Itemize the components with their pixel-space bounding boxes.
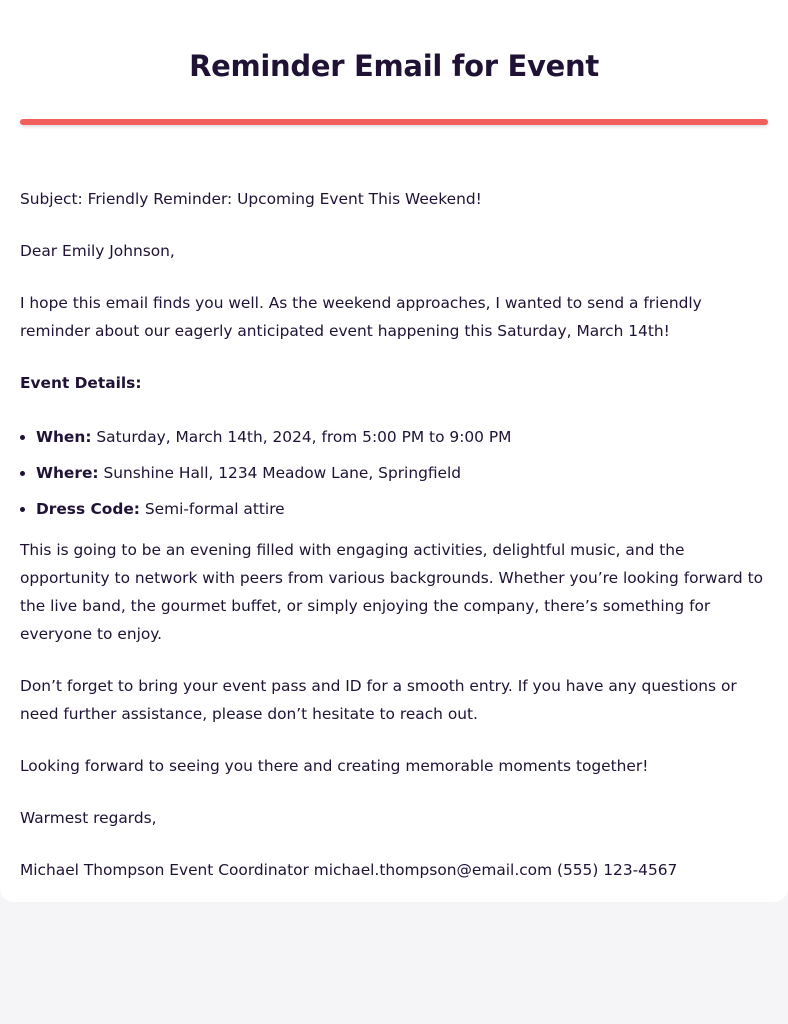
detail-dress-code (36, 495, 768, 523)
closing-line: Looking forward to seeing you there and creating memorable moments together! (20, 757, 649, 775)
detail-where (36, 459, 768, 487)
detail-dress-code-value: Semi-formal attire (144, 500, 285, 518)
accent-divider (20, 119, 768, 125)
detail-when-label: When: (36, 428, 92, 446)
email-subject: Subject: Friendly Reminder: Upcoming Event This Weekend! (20, 190, 482, 208)
event-details-list (20, 423, 768, 523)
detail-where-label: Where: (36, 464, 99, 482)
email-body (20, 185, 768, 884)
email-intro: I hope this email finds you well. As the weekend approaches, I wanted to send a friendly reminder about our eagerly anticipated event happening this Saturday, March 14th! (20, 294, 702, 340)
detail-dress-code-label: Dress Code: (36, 500, 140, 518)
paragraph-reminder: Don’t forget to bring your event pass and ID for a smooth entry. If you have any questions or need further assistance, please don’t hesitate to reach out. (20, 677, 737, 723)
paragraph-activities: This is going to be an evening filled with engaging activities, delightful music, and the opportunity to network with peers from various backgrounds. Whether you’re looking forward to the live band, the gourmet buffet, or simply enjoying the company, there’s something for everyone to enjoy. (20, 541, 764, 643)
detail-where-value: Sunshine Hall, 1234 Meadow Lane, Springfield (103, 464, 462, 482)
signature: Michael Thompson Event Coordinator michael.thompson@email.com (555) 123-4567 (20, 861, 678, 879)
detail-when-value: Saturday, March 14th, 2024, from 5:00 PM to 9:00 PM (96, 428, 512, 446)
detail-when (36, 423, 768, 451)
details-heading: Event Details: (20, 374, 142, 392)
email-greeting: Dear Emily Johnson, (20, 242, 175, 260)
signoff: Warmest regards, (20, 809, 157, 827)
page-title: Reminder Email for Event (189, 49, 599, 83)
